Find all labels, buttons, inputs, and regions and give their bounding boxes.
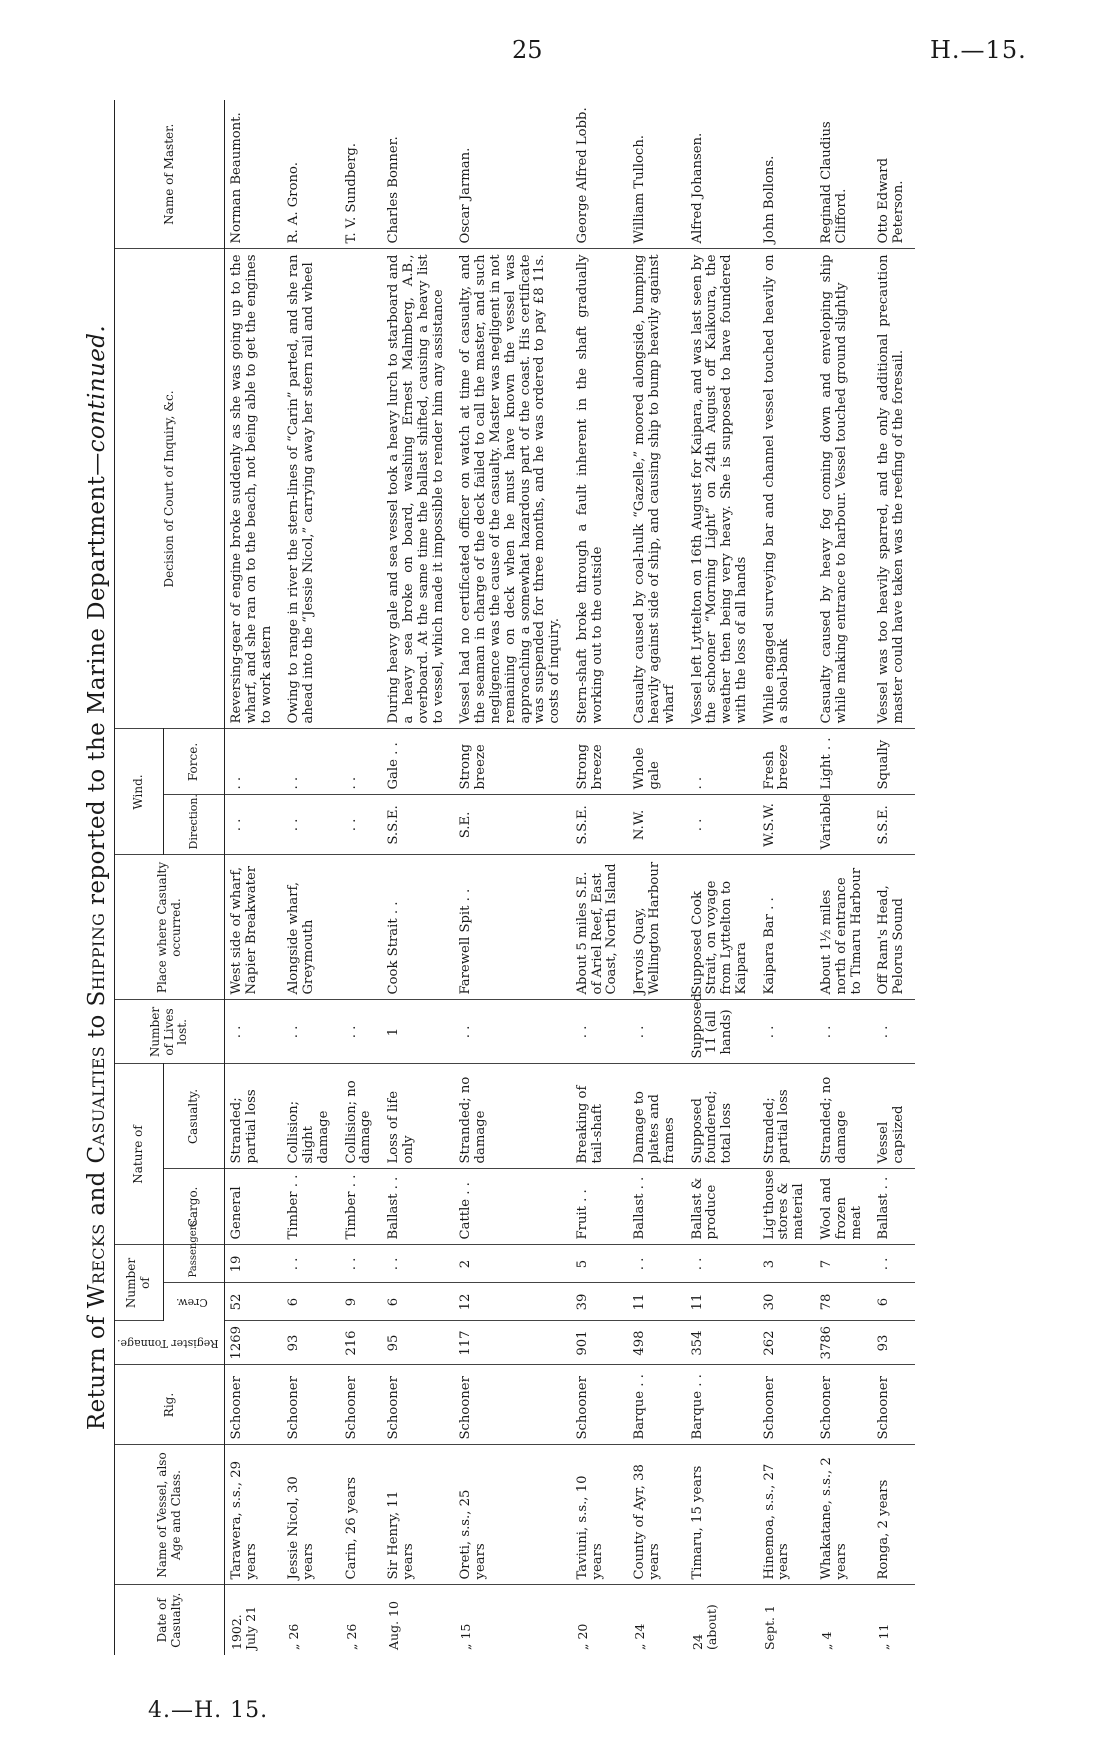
cell-master: Oscar Jarman. (454, 100, 570, 249)
cell-rig: Schooner (282, 1365, 339, 1445)
cell-wind-force: Strong breeze (571, 729, 628, 795)
cell-place: Farewell Spit . . (454, 855, 570, 1000)
cell-crew: 39 (571, 1283, 628, 1321)
cell-wind-force: Strong breeze (454, 729, 570, 795)
cell-cargo: Wool and frozen meat (815, 1169, 872, 1245)
cell-cargo: Ballast & produce (686, 1169, 758, 1245)
cell-crew: 12 (454, 1283, 570, 1321)
footer-code: 4.—H. 15. (148, 1698, 269, 1723)
table-row (628, 100, 685, 1655)
table-row (815, 100, 872, 1655)
cell-casualty: Stranded; no damage (815, 1064, 872, 1169)
page-number: 25 (512, 36, 543, 64)
rotated-table-area (84, 100, 1089, 1655)
cell-wind-force: . . (686, 729, 758, 795)
cell-lives-lost: 1 (382, 1000, 454, 1064)
cell-vessel: Oreti, s.s., 25 years (454, 1445, 570, 1585)
cell-lives-lost: . . (282, 1000, 339, 1064)
cell-decision: Casualty caused by coal-hulk “Gazelle,” moored alongside, bumping heavily against side of ship, and causing ship to bump heavily against wharf (628, 249, 685, 729)
table-row (872, 100, 915, 1655)
cell-tonnage: 216 (340, 1321, 383, 1365)
header-nature-of: Nature of (115, 1064, 164, 1245)
cell-cargo: Lig'thouse stores & material (758, 1169, 815, 1245)
cell-master: Otto Edward Peterson. (872, 100, 915, 249)
cell-crew: 52 (225, 1283, 283, 1321)
cell-decision: Reversing-gear of engine broke suddenly as she was going up to the wharf, and she ran on to the beach, not being able to get the engines to work astern (225, 249, 283, 729)
cell-lives-lost: . . (225, 1000, 283, 1064)
header-force: Force. (163, 729, 224, 795)
header-direction: Direction. (163, 795, 224, 855)
cell-place: Supposed Cook Strait, on voyage from Lyttelton to Kaipara (686, 855, 758, 1000)
cell-date: „ 11 (876, 1623, 892, 1650)
cell-decision: Owing to range in river the stern-lines of “Carin” parted, and she ran ahead into the “Jessie Nicol,” carrying away her stern rail and wheel (282, 249, 339, 729)
cell-lives-lost: . . (758, 1000, 815, 1064)
cell-wind-direction: S.S.E. (382, 795, 454, 855)
table-row (686, 100, 758, 1655)
cell-rig: Schooner (454, 1365, 570, 1445)
cell-passengers: . . (628, 1245, 685, 1283)
header-lives-lost: Number of Lives lost. (115, 1000, 225, 1064)
cell-passengers: 3 (758, 1245, 815, 1283)
cell-tonnage: 498 (628, 1321, 685, 1365)
cell-vessel: Carin, 26 years (340, 1445, 383, 1585)
cell-vessel: Hinemoa, s.s., 27 years (758, 1445, 815, 1585)
cell-vessel: Jessie Nicol, 30 years (282, 1445, 339, 1585)
cell-passengers: . . (872, 1245, 915, 1283)
table-row (340, 100, 383, 1655)
cell-lives-lost: . . (340, 1000, 383, 1064)
cell-place: Off Ram's Head, Pelorus Sound (872, 855, 915, 1000)
cell-wind-direction: . . (282, 795, 339, 855)
cell-date: Aug. 10 (386, 1601, 402, 1650)
cell-lives-lost: . . (872, 1000, 915, 1064)
cell-lives-lost: . . (571, 1000, 628, 1064)
cell-master: George Alfred Lobb. (571, 100, 628, 249)
header-number-of: Number of (115, 1245, 164, 1321)
cell-rig: Schooner (340, 1365, 383, 1445)
cell-rig: Schooner (225, 1365, 283, 1445)
header-casualty: Casualty. (163, 1064, 224, 1169)
cell-vessel: Whakatane, s.s., 2 years (815, 1445, 872, 1585)
cell-master: Norman Beaumont. (225, 100, 283, 249)
cell-cargo: General (225, 1169, 283, 1245)
header-decision: Decision of Court of Inquiry, &c. (115, 249, 225, 729)
cell-wind-force: . . (282, 729, 339, 795)
cell-decision: During heavy gale and sea vessel took a heavy lurch to starboard and a heavy sea broke on board, washing Ernest Malmberg, A.B., overboard. At the same time the ballast shifted, causing a heavy list to vessel, which made it impossible to render him any assistance (382, 249, 454, 729)
cell-cargo: Timber . . (282, 1169, 339, 1245)
cell-master: Charles Bonner. (382, 100, 454, 249)
cell-tonnage: 93 (282, 1321, 339, 1365)
cell-date: „ 20 (574, 1623, 590, 1650)
cell-decision: Vessel was too heavily sparred, and the only additional precaution master could have taken was the reefing of the foresail. (872, 249, 915, 729)
cell-crew: 11 (628, 1283, 685, 1321)
cell-lives-lost: Supposed 11 (all hands) (686, 1000, 758, 1064)
cell-wind-direction: S.E. (454, 795, 570, 855)
table-row (571, 100, 628, 1655)
cell-decision: While engaged surveying bar and channel vessel touched heavily on a shoal-bank (758, 249, 815, 729)
cell-vessel: Tarawera, s.s., 29 years (225, 1445, 283, 1585)
cell-tonnage: 354 (686, 1321, 758, 1365)
cell-lives-lost: . . (628, 1000, 685, 1064)
cell-wind-force: Fresh breeze (758, 729, 815, 795)
cell-cargo: Fruit . . (571, 1169, 628, 1245)
cell-rig: Barque . . (686, 1365, 758, 1445)
header-vessel: Name of Vessel, also Age and Class. (115, 1445, 225, 1585)
cell-casualty: Supposed foundered; total loss (686, 1064, 758, 1169)
cell-decision: Vessel had no certificated officer on watch at time of casualty, and the seaman in charge of the deck failed to call the master, and such negligence was the cause of the casualty. Master was negligent in not remaining on deck when he must have known the vessel was approaching a somewhat hazardous part of the coast. His certificate was suspended for three months, and he was ordered to pay £8 11s. costs of inquiry. (454, 249, 570, 729)
cell-passengers: . . (686, 1245, 758, 1283)
cell-tonnage: 93 (872, 1321, 915, 1365)
cell-cargo: Ballast . . (628, 1169, 685, 1245)
cell-rig: Schooner (815, 1365, 872, 1445)
cell-crew: 6 (382, 1283, 454, 1321)
cell-vessel: Timaru, 15 years (686, 1445, 758, 1585)
table-row (282, 100, 339, 1655)
cell-casualty: Stranded; no damage (454, 1064, 570, 1169)
cell-tonnage: 901 (571, 1321, 628, 1365)
cell-casualty: Collision; slight damage (282, 1064, 339, 1169)
cell-vessel: Taviuni, s.s., 10 years (571, 1445, 628, 1585)
cell-casualty: Damage to plates and frames (628, 1064, 685, 1169)
table-title: Return of Wrecks and Casualties to Shipping reported to the Marine Department—continued. (84, 324, 110, 1431)
cell-master: John Bollons. (758, 100, 815, 249)
cell-wind-direction: W.S.W. (758, 795, 815, 855)
cell-passengers: 19 (225, 1245, 283, 1283)
cell-place (340, 855, 383, 1000)
cell-decision: Casualty caused by heavy fog coming down and enveloping ship while making entrance to harbour. Vessel touched ground slightly (815, 249, 872, 729)
cell-crew: 78 (815, 1283, 872, 1321)
cell-passengers: 2 (454, 1245, 570, 1283)
header-wind: Wind. (115, 729, 164, 855)
cell-lives-lost: . . (815, 1000, 872, 1064)
cell-decision: Stern-shaft broke through a fault inherent in the shaft gradually working out to the outside (571, 249, 628, 729)
wrecks-table (114, 100, 915, 1655)
cell-rig: Barque . . (628, 1365, 685, 1445)
header-master: Name of Master. (115, 100, 225, 249)
cell-casualty: Loss of life only (382, 1064, 454, 1169)
table-row (225, 100, 283, 1655)
cell-date: „ 26 (286, 1623, 302, 1650)
cell-passengers: . . (340, 1245, 383, 1283)
cell-place: Jervois Quay, Wellington Harbour (628, 855, 685, 1000)
cell-date: 1902. July 21 (229, 1605, 258, 1650)
cell-wind-force: . . (225, 729, 283, 795)
cell-crew: 30 (758, 1283, 815, 1321)
cell-wind-direction: Variable (815, 795, 872, 855)
cell-crew: 6 (872, 1283, 915, 1321)
header-place: Place where Casualty occurred. (115, 855, 225, 1000)
cell-crew: 6 (282, 1283, 339, 1321)
table-row (454, 100, 570, 1655)
table-row (758, 100, 815, 1655)
cell-cargo: Ballast . . (382, 1169, 454, 1245)
cell-date: „ 4 (819, 1631, 834, 1650)
cell-place: Alongside wharf, Greymouth (282, 855, 339, 1000)
cell-place: Cook Strait . . (382, 855, 454, 1000)
cell-vessel: Ronga, 2 years (872, 1445, 915, 1585)
cell-passengers: 5 (571, 1245, 628, 1283)
cell-place: About 5 miles S.E. of Ariel Reef, East Coast, North Island (571, 855, 628, 1000)
cell-crew: 9 (340, 1283, 383, 1321)
cell-casualty: Breaking of tail-shaft (571, 1064, 628, 1169)
cell-passengers: . . (282, 1245, 339, 1283)
cell-crew: 11 (686, 1283, 758, 1321)
cell-master: Alfred Johansen. (686, 100, 758, 249)
cell-wind-direction: . . (340, 795, 383, 855)
cell-cargo: Ballast . . (872, 1169, 915, 1245)
cell-master: T. V. Sundberg. (340, 100, 383, 249)
cell-vessel: Sir Henry, 11 years (382, 1445, 454, 1585)
cell-passengers: . . (382, 1245, 454, 1283)
cell-vessel: County of Ayr, 38 years (628, 1445, 685, 1585)
cell-wind-direction: . . (225, 795, 283, 855)
cell-rig: Schooner (872, 1365, 915, 1445)
cell-rig: Schooner (758, 1365, 815, 1445)
cell-tonnage: 3786 (815, 1321, 872, 1365)
cell-tonnage: 262 (758, 1321, 815, 1365)
cell-place: About 1½ miles north of entrance to Timaru Harbour (815, 855, 872, 1000)
cell-wind-force: Gale . . (382, 729, 454, 795)
cell-passengers: 7 (815, 1245, 872, 1283)
cell-master: Reginald Claudius Clifford. (815, 100, 872, 249)
document-code: H.—15. (930, 36, 1027, 64)
cell-wind-direction: N.W. (628, 795, 685, 855)
header-crew: Crew. (163, 1283, 224, 1321)
header-rig: Rig. (115, 1365, 225, 1445)
cell-wind-force: . . (340, 729, 383, 795)
cell-wind-force: Squally (872, 729, 915, 795)
cell-date: „ 26 (343, 1623, 359, 1650)
cell-decision: Vessel left Lyttelton on 16th August for Kaipara, and was last seen by the schooner “Morning Light” on 24th August off Kaikoura, the weather then being very heavy. She is supposed to have foundered with the loss of all hands (686, 249, 758, 729)
header-date: Date of Casualty. (115, 1585, 225, 1655)
cell-casualty: Stranded; partial loss (758, 1064, 815, 1169)
cell-cargo: Cattle . . (454, 1169, 570, 1245)
cell-wind-direction: . . (686, 795, 758, 855)
cell-casualty: Vessel capsized (872, 1064, 915, 1169)
cell-wind-force: Light . . (815, 729, 872, 795)
cell-date: „ 15 (458, 1623, 474, 1650)
cell-wind-direction: S.S.E. (872, 795, 915, 855)
cell-date: Sept. 1 (761, 1605, 777, 1650)
header-passengers: Passengers. (163, 1245, 224, 1283)
cell-rig: Schooner (382, 1365, 454, 1445)
cell-place: Kaipara Bar . . (758, 855, 815, 1000)
cell-rig: Schooner (571, 1365, 628, 1445)
cell-master: William Tulloch. (628, 100, 685, 249)
cell-wind-force: Whole gale (628, 729, 685, 795)
cell-tonnage: 117 (454, 1321, 570, 1365)
cell-tonnage: 95 (382, 1321, 454, 1365)
cell-tonnage: 1269 (225, 1321, 283, 1365)
cell-casualty: Collision; no damage (340, 1064, 383, 1169)
cell-date: „ 24 (632, 1623, 648, 1650)
cell-casualty: Stranded; partial loss (225, 1064, 283, 1169)
cell-decision (340, 249, 383, 729)
cell-date: 24 (about) (689, 1604, 719, 1650)
cell-master: R. A. Grono. (282, 100, 339, 249)
cell-wind-direction: S.S.E. (571, 795, 628, 855)
cell-place: West side of wharf, Napier Breakwater (225, 855, 283, 1000)
table-row (382, 100, 454, 1655)
cell-cargo: Timber . . (340, 1169, 383, 1245)
cell-lives-lost: . . (454, 1000, 570, 1064)
header-cargo: Cargo. (163, 1169, 224, 1245)
header-tonnage: Register Tonnage. (115, 1321, 225, 1365)
